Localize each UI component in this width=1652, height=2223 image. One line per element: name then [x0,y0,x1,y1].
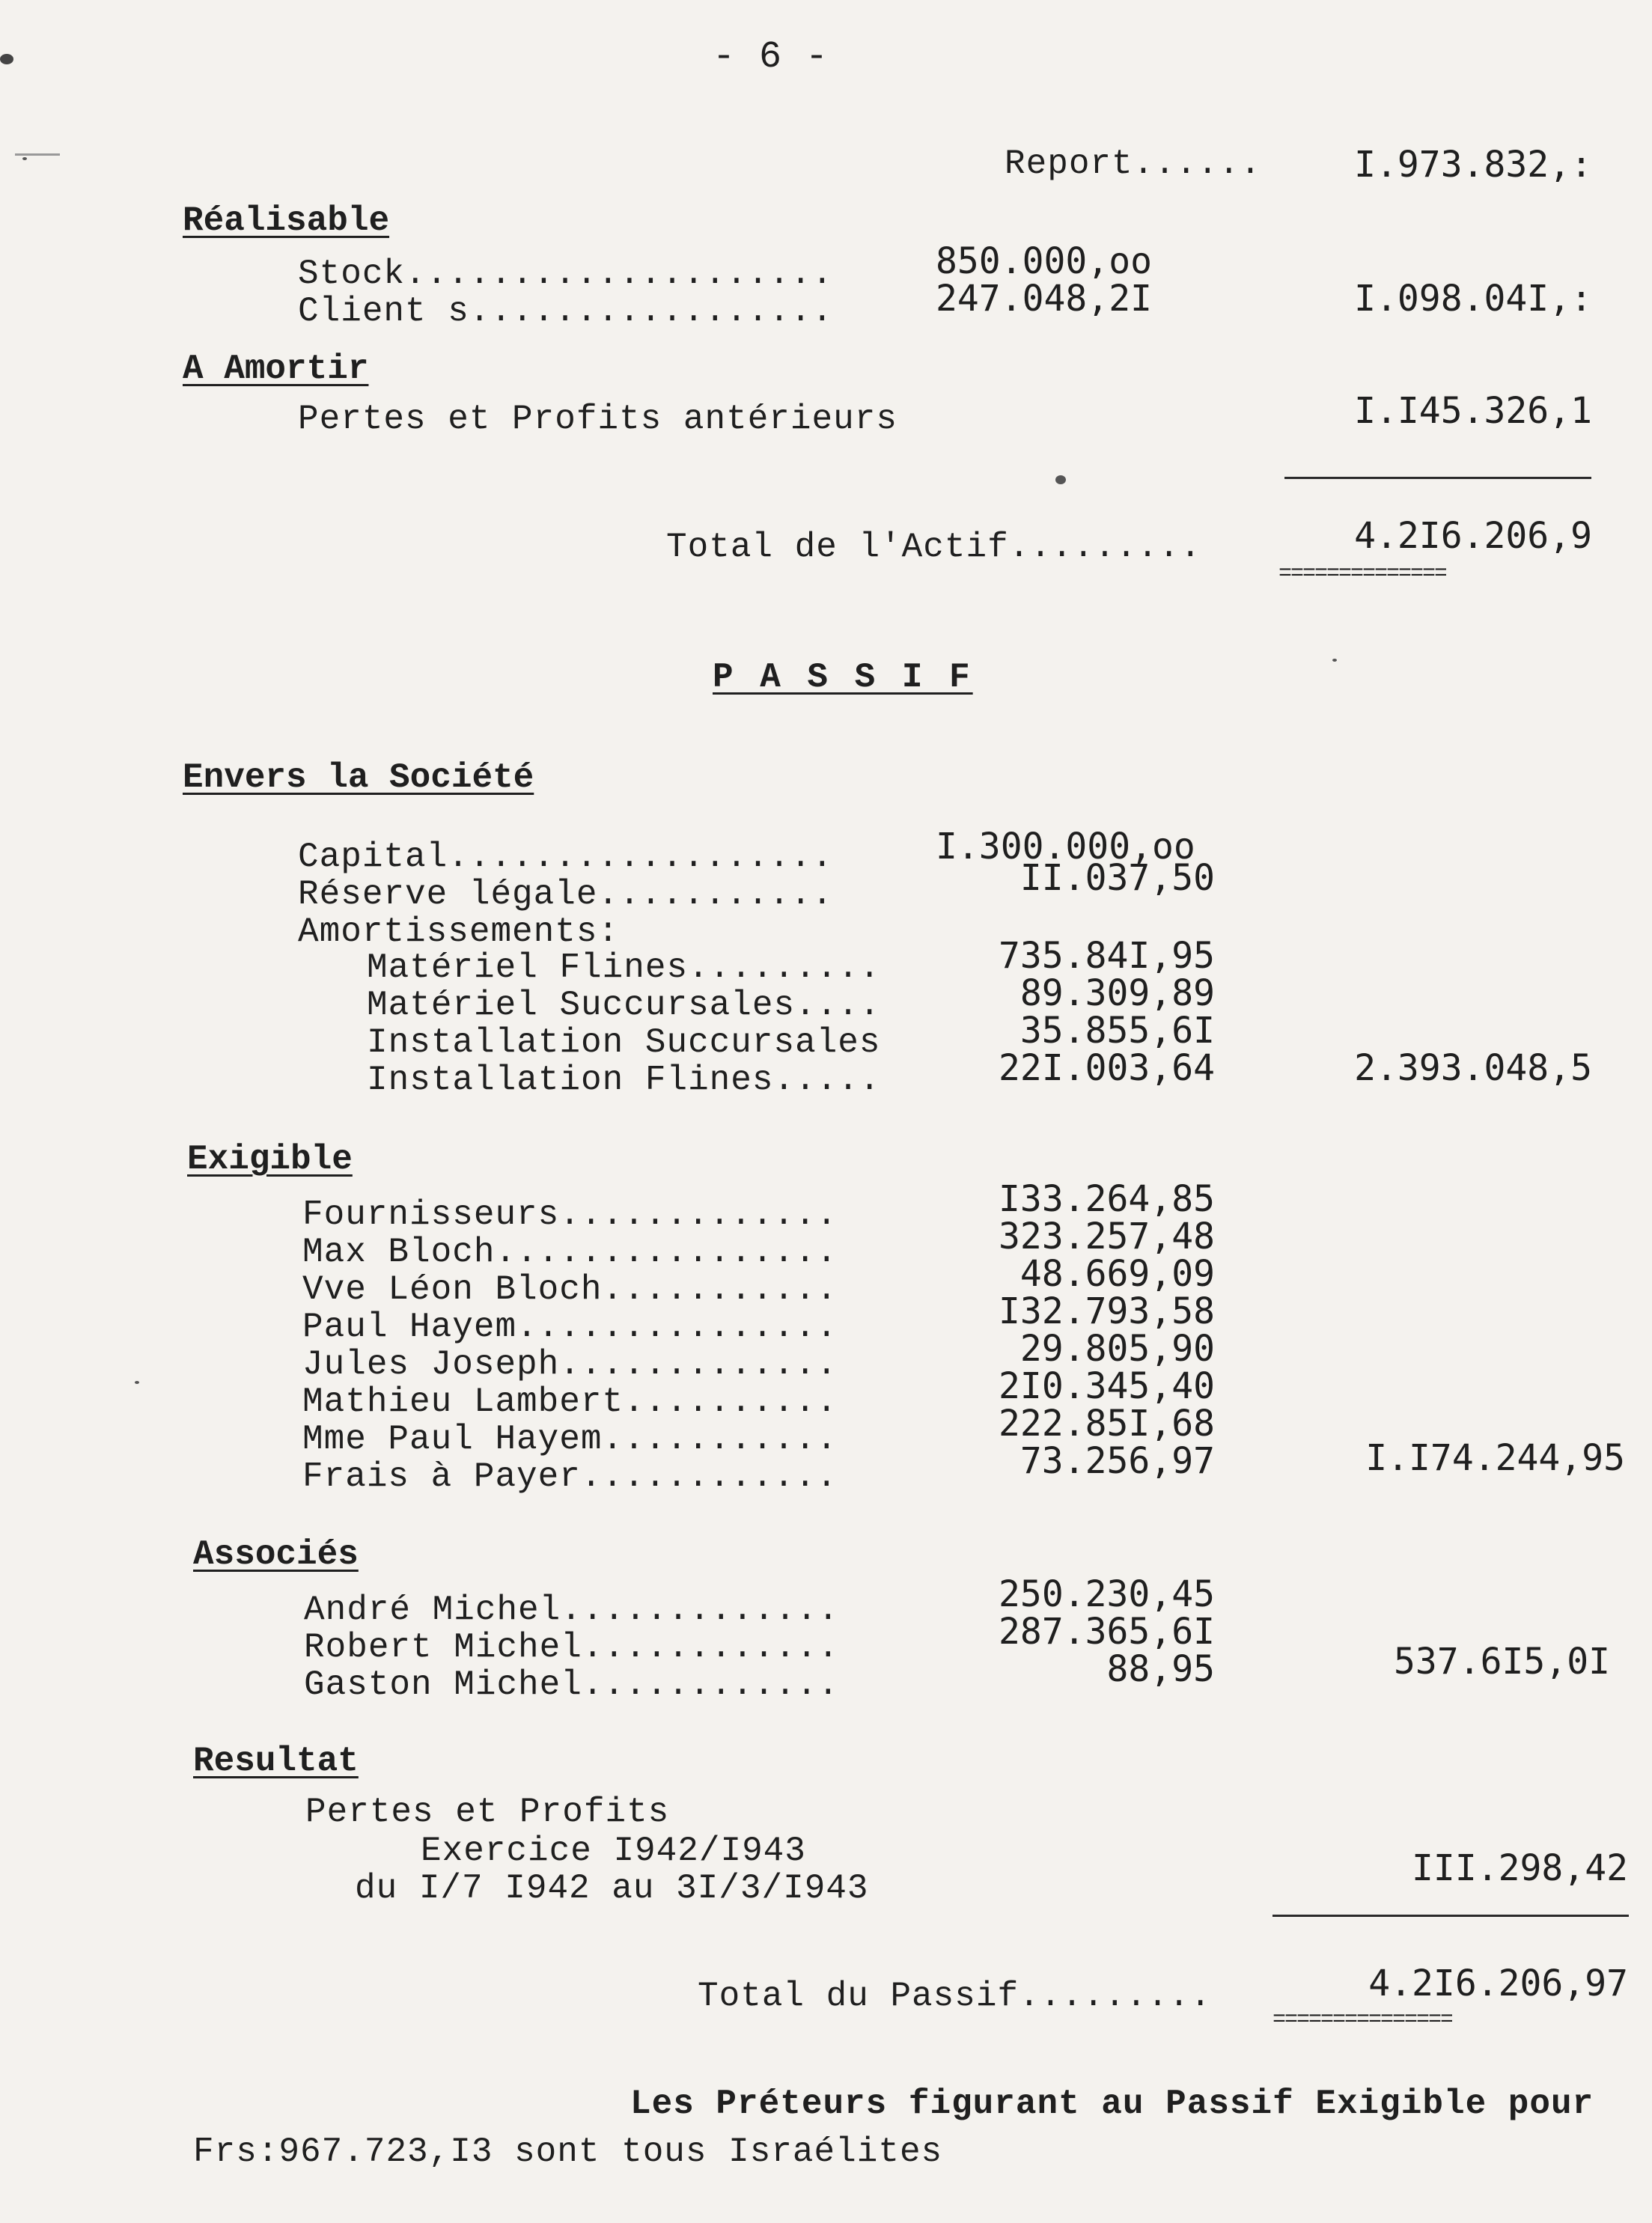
item-value: 735.84I,95 [999,935,1215,977]
report-label: Report...... [1005,144,1262,183]
item-value: 222.85I,68 [999,1403,1215,1445]
item-label: Frais à Payer............ [302,1457,838,1496]
item-label: Matériel Succursales.... [367,986,881,1025]
total-actif-label: Total de l'Actif......... [666,528,1202,567]
item-value: 850.000,oo [936,240,1152,282]
item-value: 35.855,6I [1019,1010,1215,1052]
speck [135,1381,139,1384]
item-value: 250.230,45 [999,1573,1215,1615]
section-total: 2.393.048,5 [1354,1047,1592,1089]
report-value: I.973.832,: [1354,144,1592,186]
item-label: Pertes et Profits antérieurs [298,400,897,439]
item-label: Vve Léon Bloch........... [302,1270,838,1309]
item-label: Client s................. [298,292,834,331]
item-label: Paul Hayem............... [302,1308,838,1347]
item-label: Jules Joseph............. [302,1345,838,1384]
item-value: 73.256,97 [1019,1440,1215,1482]
speck [22,157,27,160]
passif-title: P A S S I F [713,658,973,697]
item-label: Installation Succursales [367,1023,881,1062]
item-value: 247.048,2I [936,278,1152,320]
item-value: 323.257,48 [999,1216,1215,1257]
total-passif-value: 4.2I6.206,97 [1368,1963,1628,2004]
item-label: Max Bloch................ [302,1233,838,1272]
section-total: I.I74.244,95 [1365,1437,1625,1479]
item-value: 287.365,6I [999,1611,1215,1653]
item-value: 88,95 [1106,1648,1215,1690]
item-label: Robert Michel............ [304,1628,840,1667]
item-label: Gaston Michel............ [304,1665,840,1704]
resultat-line: du I/7 I942 au 3I/3/I943 [355,1869,869,1908]
section-heading-exigible: Exigible [187,1140,353,1179]
double-rule: ============== [1278,563,1447,585]
item-value: I32.793,58 [999,1290,1215,1332]
speck [1055,475,1066,484]
subtotal-rule [1272,1915,1629,1917]
item-label: Capital.................. [298,838,834,876]
item-value: II.037,50 [1019,857,1215,899]
item-label: Installation Flines..... [367,1061,881,1100]
total-actif-value: 4.2I6.206,9 [1354,515,1592,557]
item-value: 29.805,90 [1019,1328,1215,1370]
section-total: I.098.04I,: [1354,278,1592,320]
section-heading-associes: Associés [193,1535,359,1574]
section-heading-resultat: Resultat [193,1742,359,1781]
double-rule: =============== [1272,2009,1453,2031]
section-total: 537.6I5,0I [1394,1641,1610,1683]
item-label: Stock.................... [298,254,834,293]
item-label: Fournisseurs............. [302,1195,838,1234]
item-label: Mme Paul Hayem........... [302,1420,838,1459]
footnote-line: Les Préteurs figurant au Passif Exigible pour [630,2085,1594,2123]
item-label: Matériel Flines......... [367,948,881,987]
resultat-line: Pertes et Profits [305,1793,670,1832]
item-label: Réserve légale........... [298,875,834,914]
section-total: III.298,42 [1412,1847,1628,1889]
total-passif-label: Total du Passif......... [698,1977,1212,2016]
item-value: 22I.003,64 [999,1047,1215,1089]
item-value: I.300.000,oo [936,826,1195,867]
item-label: Mathieu Lambert.......... [302,1382,838,1421]
resultat-line: Exercice I942/I943 [421,1832,806,1870]
section-total: I.I45.326,1 [1354,390,1592,432]
speck [15,153,60,156]
item-value: 89.309,89 [1019,972,1215,1014]
speck [1332,659,1337,662]
page-number: - 6 - [713,36,829,79]
speck [0,54,13,64]
item-value: I33.264,85 [999,1178,1215,1220]
section-heading-envers: Envers la Société [183,758,534,797]
item-value: 48.669,09 [1019,1253,1215,1295]
item-label: André Michel............. [304,1591,840,1629]
item-label: Amortissements: [298,912,620,951]
section-heading-realisable: Réalisable [183,201,390,240]
subtotal-rule [1284,477,1591,479]
item-value: 2I0.345,40 [999,1365,1215,1407]
footnote-line: Frs:967.723,I3 sont tous Israélites [193,2132,943,2171]
section-heading-amortir: A Amortir [183,350,369,388]
